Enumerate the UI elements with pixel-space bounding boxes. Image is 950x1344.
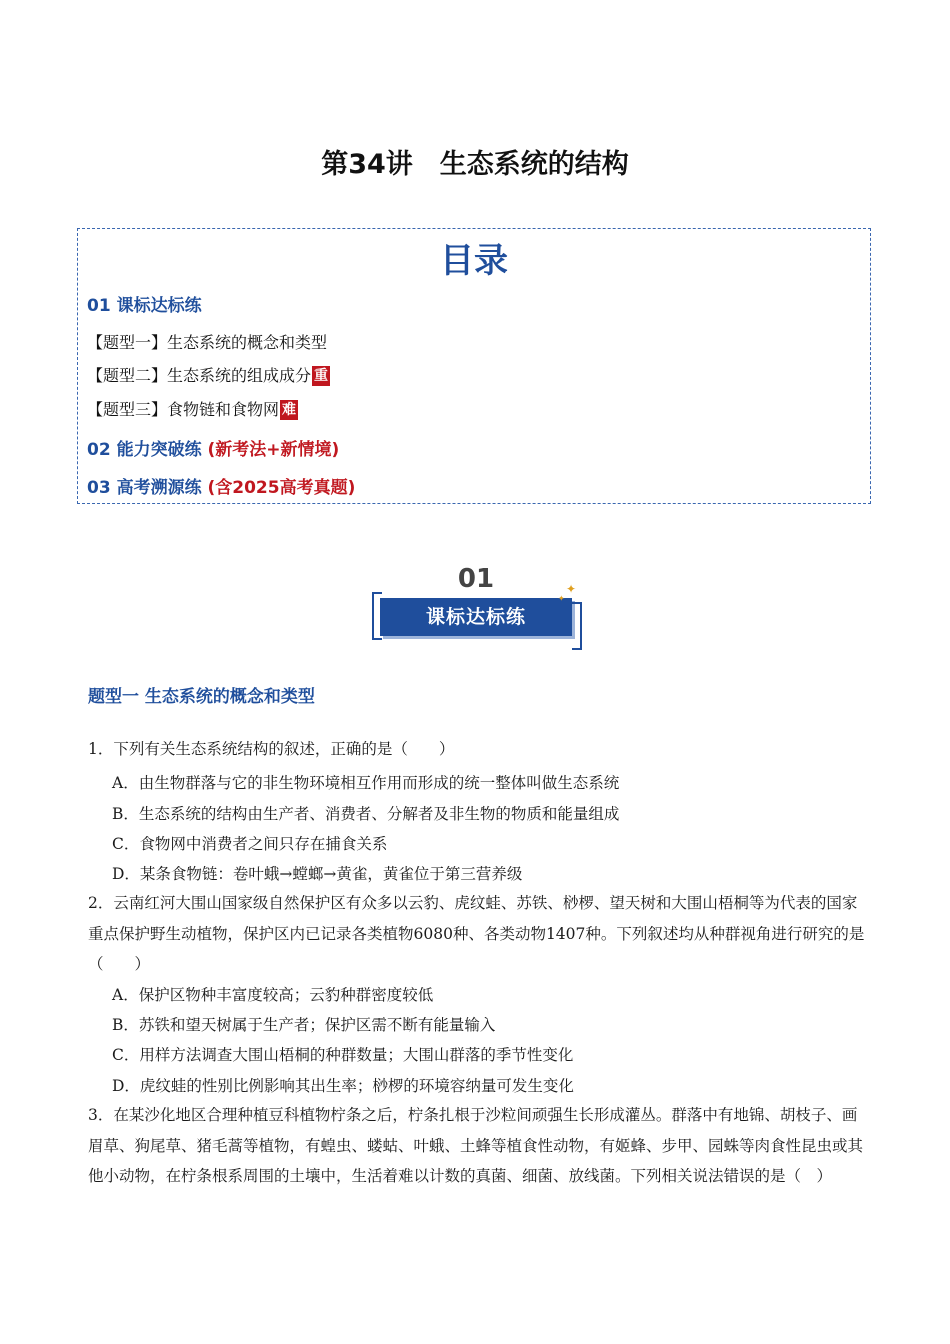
question-1-stem: 1．下列有关生态系统结构的叙述，正确的是（ ） [88, 740, 455, 758]
table-of-contents [77, 228, 871, 504]
sparkle-icon: ✦ [566, 582, 577, 596]
key-point-badge: 重 [314, 368, 329, 384]
toc-item-type-2[interactable] [87, 363, 330, 386]
toc-item-type-1[interactable] [87, 330, 327, 353]
toc-section-3[interactable] [87, 473, 355, 498]
question-2-option-d: D．虎纹蛙的性别比例影响其出生率；桫椤的环境容纳量可发生变化 [112, 1077, 574, 1095]
section-number: 01 [457, 564, 495, 594]
toc-section-2-label: 02 能力突破练 [87, 440, 202, 460]
sparkle-small-icon: ✦ [558, 594, 565, 603]
question-3-stem: 3．在某沙化地区合理种植豆科植物柠条之后，柠条扎根于沙粒间顽强生长形成灌丛。群落中有地锦、胡枝子、画眉草、狗尾草、猪毛蒿等植物，有蝗虫、蝼蛄、叶蛾、土蜂等植食性动物，有姬蜂、步甲、园蛛等肉食性昆虫或其他小动物，在柠条根系周围的土壤中，生活着难以计数的真菌、细菌、放线菌。下列相关说法错误的是（ ） [88, 1106, 864, 1185]
toc-section-1[interactable]: 01 课标达标练 [87, 296, 202, 316]
toc-section-3-label: 03 高考溯源练 [87, 478, 202, 498]
question-1-option-c: C．食物网中消费者之间只存在捕食关系 [112, 835, 388, 853]
page-title: 第34讲 生态系统的结构 [321, 149, 629, 180]
question-1-option-a: A．由生物群落与它的非生物环境相互作用而形成的统一整体叫做生态系统 [112, 774, 620, 792]
question-2-option-a: A．保护区物种丰富度较高；云豹种群密度较低 [112, 986, 434, 1004]
toc-heading: 目录 [440, 241, 508, 281]
toc-item-label: 【题型一】生态系统的概念和类型 [87, 333, 328, 352]
toc-section-2[interactable] [87, 435, 339, 460]
section-label-box [380, 598, 572, 636]
toc-item-label: 【题型二】生态系统的组成成分 [87, 366, 312, 385]
toc-item-label: 【题型三】食物链和食物网 [87, 400, 280, 419]
bracket-decoration-right [572, 602, 582, 650]
question-2-option-c: C．用样方法调查大围山梧桐的种群数量；大围山群落的季节性变化 [112, 1046, 574, 1064]
section-banner [368, 562, 584, 646]
question-1-option-b: B．生态系统的结构由生产者、消费者、分解者及非生物的物质和能量组成 [112, 805, 620, 823]
question-2-stem: 2．云南红河大围山国家级自然保护区有众多以云豹、虎纹蛙、苏铁、桫椤、望天树和大围山梧桐等为代表的国家重点保护野生动植物，保护区内已记录各类植物6080种、各类动物1407种。下列叙述均从种群视角进行研究的是（ ） [88, 894, 865, 973]
difficult-badge: 难 [282, 402, 297, 418]
question-type-heading: 题型一 生态系统的概念和类型 [88, 687, 315, 707]
toc-item-type-3[interactable] [87, 397, 298, 420]
section-label: 课标达标练 [425, 606, 526, 628]
question-2-option-b: B．苏铁和望天树属于生产者；保护区需不断有能量输入 [112, 1016, 496, 1034]
toc-section-3-note: (含2025高考真题) [207, 478, 356, 498]
toc-section-2-note: (新考法+新情境) [207, 440, 340, 460]
question-1-option-d: D．某条食物链：卷叶蛾→螳螂→黄雀，黄雀位于第三营养级 [112, 865, 523, 883]
